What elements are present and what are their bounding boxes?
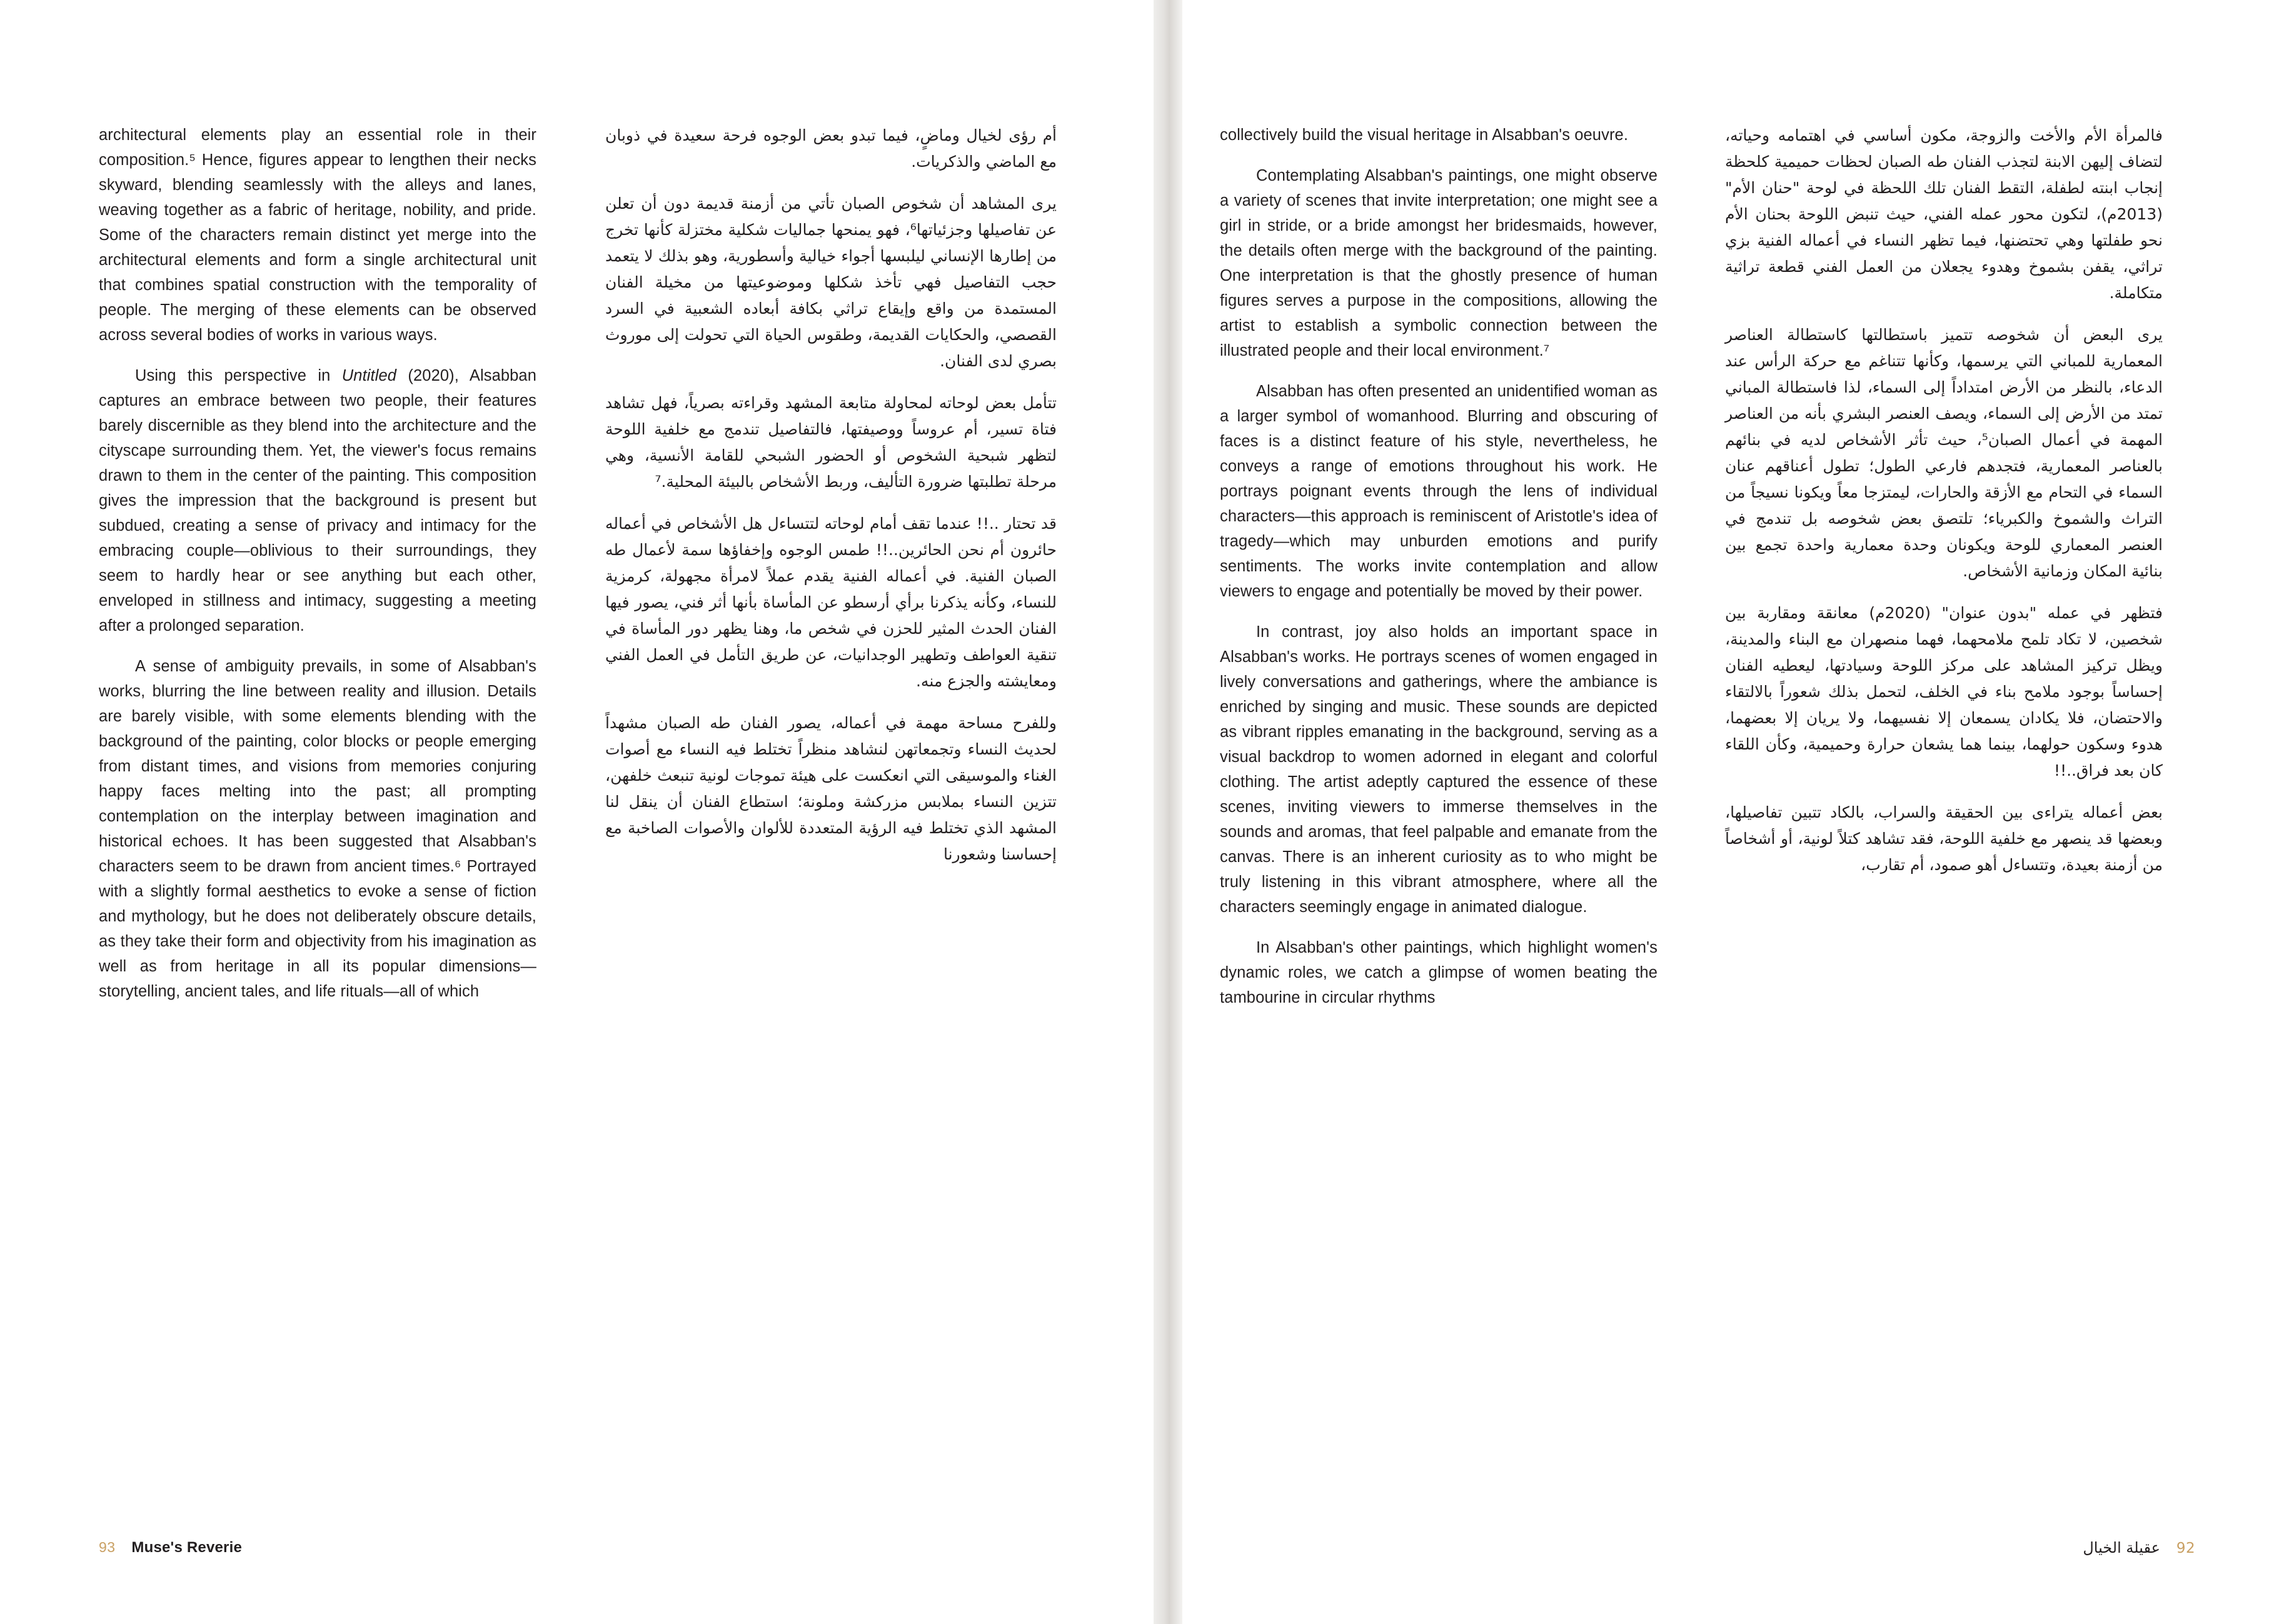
folio-number: 92 [2176,1540,2195,1556]
page-93-arabic-column [605,123,1057,1499]
page-93-english-column [99,123,536,1499]
work-title: Untitled [341,367,397,384]
page-92-arabic-column [1725,123,2163,1499]
column-gap [1658,123,1725,1499]
page-92-english-column [1220,123,1658,1499]
page-92-footer [2083,1539,2195,1556]
paragraph: فالمرأة الأم والأخت والزوجة، مكون أساسي في اهتمامه وحياته، لتضاف إليهن الابنة لتجذب الفنان طه الصبان لحظات حميمية كلحظة إنجاب ابنته لطفلة، التقط الفنان تلك اللحظة في لوحة "حنان الأم" (2013م)، لتكون محور عمله الفني، حيث تنبض اللوحة بحنان الأم نحو طفلتها وهي تحتضنها، فيما تظهر النساء في أعماله الفنية بزي تراثي، يقفن بشموخ وهدوء يجعلان من العمل الفني قطعة تراثية متكاملة. [1725,126,2163,302]
page-92-columns [1220,123,2195,1499]
paragraph: Using this perspective in Untitled (2020), Alsabban captures an embrace between two people, their features barely discernible as they blend into the architecture and the cityscape surrounding them. Yet, the viewer's focus remains drawn to them in the center of the painting. This composition gives the impression that the background is present but subdued, creating a sense of privacy and intimacy for the embracing couple—oblivious to their surroundings, they seem to hardly hear or see anything but each other, enveloped in stillness and intimacy, suggesting a meeting after a prolonged separation. [99,367,536,634]
paragraph: collectively build the visual heritage in Alsabban's oeuvre. [1220,126,1628,144]
chapter-title: عقيلة الخيال [2083,1539,2160,1556]
page-92 [1182,0,2289,1624]
paragraph: بعض أعماله يتراءى بين الحقيقة والسراب، بالكاد تتبين تفاصيلها، وبعضها قد ينصهر مع خلفية اللوحة، فقد تشاهد كتلاً لونية، أو أشخاصاً من أزمنة بعيدة، وتتساءل أهو صمود، أم تقارب، [1725,803,2163,874]
paragraph: فتظهر في عمله "بدون عنوان" (2020م) معانقة ومقاربة بين شخصين، لا تكاد تلمح ملامحهما، فهما منصهران مع البناء والمدينة، ويظل تركيز المشاهد على مركز اللوحة وسيادتها، ليعطيه الفنان إحساساً بوجود ملامح بناء في الخلف، لتحمل بذلك شعوراً بالالتقاء والاحتضان، فلا يكادان يسمعان إلا نفسيهما، ولا يريان إلا بعضهما، هدوء وسكون حولهما، بينما هما يشعان حرارة وحميمية، وكأن اللقاء كان بعد فراق..!! [1725,604,2163,779]
paragraph: Contemplating Alsabban's paintings, one might observe a variety of scenes that invite interpretation; one might see a girl in stride, or a bride amongst her bridesmaids, however, the details often merge with the background of the painting. One interpretation is that the ghostly presence of human figures serves a purpose in the compositions, allowing the artist to establish a symbolic connection between the illustrated people and their local environment.⁷ [1220,167,1658,359]
folio-number: 93 [99,1539,116,1555]
paragraph: قد تحتار ..!! عندما تقف أمام لوحاته لتتساءل هل الأشخاص في أعماله حائرون أم نحن الحائرين..!! طمس الوجوه وإخفاؤها سمة لأعمال طه الصبان الفنية. في أعماله الفنية يقدم عملاً لامرأة مجهولة، كرمزية للنساء، وكأنه يذكرنا برأي أرسطو عن المأساة بأنها أثر فني، يصور فيها الفنان الحدث المثير للحزن في شخص ما، وهنا يظهر دور المأساة في تنقية العواطف وتطهير الوجدانيات، عن طريق التأمل في العمل الفني ومعايشته والجزع منه. [605,514,1057,690]
paragraph: تتأمل بعض لوحاته لمحاولة متابعة المشهد وقراءته بصرياً، فهل تشاهد فتاة تسير، أم عروساً ووصيفتها، فالتفاصيل تندمج مع خلفية اللوحة لتظهر شبحية الشخوص أو الحضور الشبحي للقامة الأنسية، وهي مرحلة تطلبتها ضرورة التأليف، وربط الأشخاص بالبيئة المحلية.⁷ [605,394,1057,491]
paragraph: In Alsabban's other paintings, which highlight women's dynamic roles, we catch a glimpse of women beating the tambourine in circular rhythms [1220,939,1658,1006]
paragraph: Alsabban has often presented an unidentified woman as a larger symbol of womanhood. Blurring and obscuring of faces is a distinct feature of his style, nevertheless, he conveys a range of emotions throughout his work. He portrays poignant events through the lens of individual characters—this approach is reminiscent of Aristotle's idea of tragedy—which may unburden emotions and purify sentiments. The works invite contemplation and allow viewers to engage and potentially be moved by their power. [1220,383,1658,600]
page-93-columns [99,123,1116,1499]
paragraph: A sense of ambiguity prevails, in some of Alsabban's works, blurring the line between reality and illusion. Details are barely visible, with some elements blending with the background of the painting, color blocks or people emerging from distant times, and visions from memories conjuring happy faces melting into the past; all prompting contemplation on the interplay between imagination and historical echoes. It has been suggested that Alsabban's characters seem to be drawn from ancient times.⁶ Portrayed with a slightly formal aesthetics to evoke a sense of fiction and mythology, but he does not deliberately obscure details, as they take their form and objectivity from his imagination as well as from heritage in all its popular dimensions—storytelling, ancient tales, and life rituals—all of which [99,658,536,1000]
page-93-footer [99,1539,242,1556]
column-gap [536,123,605,1499]
paragraph: architectural elements play an essential role in their composition.⁵ Hence, figures appear to lengthen their necks skyward, blending seamlessly with the alleys and lanes, weaving together as a fabric of heritage, nobility, and pride. Some of the characters remain distinct yet merge into the architectural elements and form a single architectural unit that combines spatial construction with the temporality of people. The merging of these elements can be observed across several bodies of works in various ways. [99,126,536,344]
paragraph: أم رؤى لخيال وماضٍ، فيما تبدو بعض الوجوه فرحة سعيدة في ذوبان مع الماضي والذكريات. [605,126,1057,171]
paragraph: يرى المشاهد أن شخوص الصبان تأتي من أزمنة قديمة دون أن تعلن عن تفاصيلها وجزئياتها⁶، فهو يمنحها جماليات شكلية مختزلة كأنها تخرج من إطارها الإنساني ليلبسها أجواء خيالية وأسطورية، وهو بذلك لا يتعمد حجب التفاصيل فهي تأخذ شكلها وموضوعيتها من مخيلة الفنان المستمدة من واقع وإيقاع تراثي بكافة أبعاده الشعبية في السرد القصصي، والحكايات القديمة، وطقوس الحياة التي تحولت إلى موروث بصري لدى الفنان. [605,194,1057,370]
paragraph: In contrast, joy also holds an important space in Alsabban's works. He portrays scenes of women engaged in lively conversations and gatherings, where the ambiance is enriched by singing and music. These sounds are depicted as vibrant ripples emanating in the background, serving as a visual backdrop to women adorned in elegant and colorful clothing. The artist adeptly captured the essence of these scenes, inviting viewers to immerse themselves in the sounds and aromas, that feel palpable and emanate from the canvas. There is an inherent curiosity as to who might be truly listening in this vibrant atmosphere, where all the characters seemingly engage in animated dialogue. [1220,623,1658,916]
paragraph: يرى البعض أن شخوصه تتميز باستطالتها كاستطالة العناصر المعمارية للمباني التي يرسمها، وكأنها تتناغم مع حركة الرأس عند الدعاء، بالنظر من الأرض امتداداً إلى السماء، لذا فاستطالة المباني تمتد من الأرض إلى السماء، ويصف العنصر البشري بأنه من العناصر المهمة في أعمال الصبان⁵، حيث تأثر الأشخاص لديه في بنائهم بالعناصر المعمارية، فتجدهم فارعي الطول؛ تطول أعناقهم عنان السماء في التحام مع الأزقة والحارات، ليمتزجا معاً ويكونا نسيجاً من التراث والشموخ والكبرياء؛ تلتصق بعض شخوصه بل تندمج في العنصر المعماري للوحة ويكونان وحدة معمارية واحدة تجمع بين بنائية المكان وزمانية الأشخاص. [1725,326,2163,580]
book-gutter [1154,0,1182,1624]
paragraph: وللفرح مساحة مهمة في أعماله، يصور الفنان طه الصبان مشهداً لحديث النساء وتجمعاتهن لنشاهد منظراً تختلط فيه النساء مع أصوات الغناء والموسيقى التي انعكست على هيئة تموجات لونية تنبعث خلفهن، تتزين النساء بملابس مزركشة وملونة؛ استطاع الفنان أن ينقل لنا المشهد الذي تختلط فيه الرؤية المتعددة للألوان والأصوات الصاخبة مع إحساسنا وشعورنا [605,714,1057,863]
chapter-title: Muse's Reverie [131,1539,242,1556]
